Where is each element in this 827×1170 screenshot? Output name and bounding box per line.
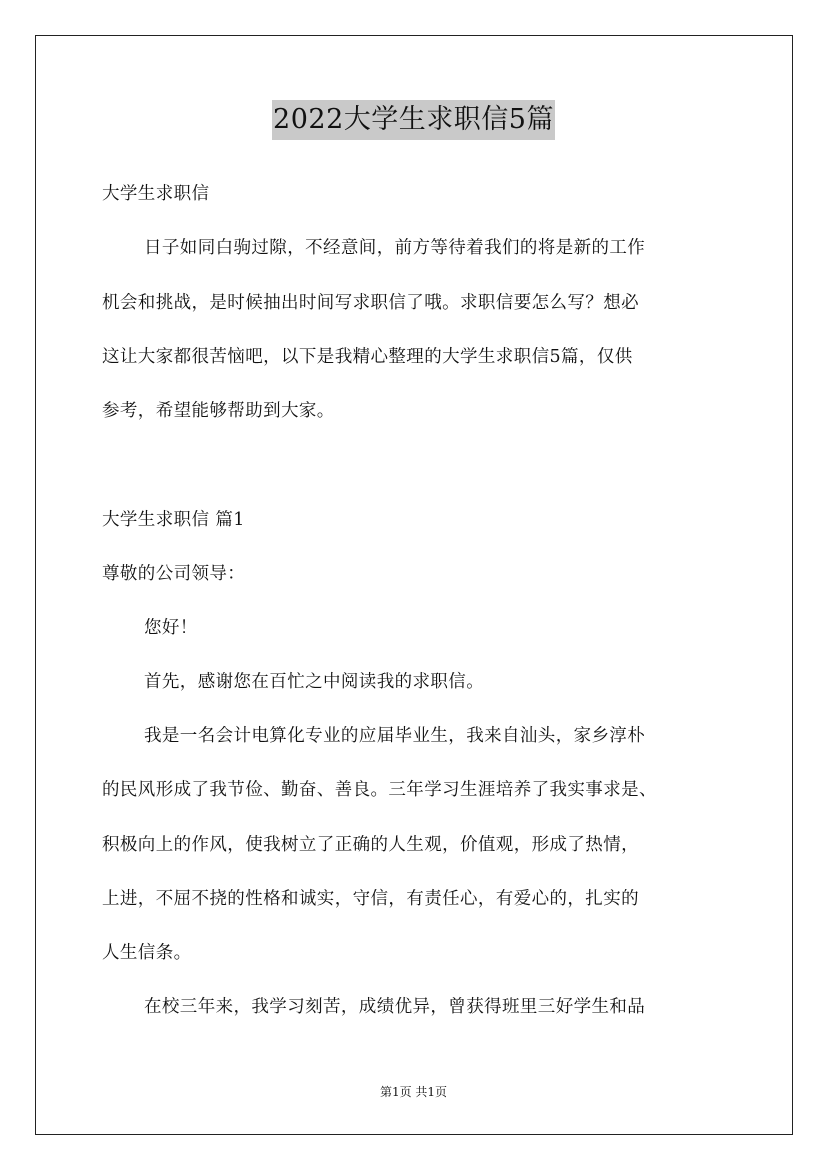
paragraph-1: 首先，感谢您在百忙之中阅读我的求职信。 bbox=[144, 672, 485, 692]
greeting: 您好！ bbox=[144, 618, 198, 638]
section-title: 大学生求职信 篇1 bbox=[102, 510, 245, 530]
paragraph-2-line: 积极向上的作风，使我树立了正确的人生观，价值观，形成了热情， bbox=[102, 835, 639, 855]
paragraph-2-line: 我是一名会计电算化专业的应届毕业生，我来自汕头，家乡淳朴 bbox=[144, 726, 646, 746]
document-title: 2022大学生求职信5篇 bbox=[272, 100, 555, 140]
title-container bbox=[0, 100, 827, 140]
paragraph-2-line: 人生信条。 bbox=[102, 943, 192, 963]
intro-line: 参考，希望能够帮助到大家。 bbox=[102, 401, 335, 421]
document-heading: 大学生求职信 bbox=[102, 184, 210, 204]
salutation: 尊敬的公司领导： bbox=[102, 564, 246, 584]
page-footer: 第1页 共1页 bbox=[379, 1085, 448, 1099]
paragraph-2-line: 上进，不屈不挠的性格和诚实，守信，有责任心，有爱心的，扎实的 bbox=[102, 889, 639, 909]
paragraph-3-line: 在校三年来，我学习刻苦，成绩优异，曾获得班里三好学生和品 bbox=[144, 997, 646, 1017]
intro-line: 机会和挑战，是时候抽出时间写求职信了哦。求职信要怎么写？想必 bbox=[102, 293, 639, 313]
paragraph-2-line: 的民风形成了我节俭、勤奋、善良。三年学习生涯培养了我实事求是、 bbox=[102, 780, 657, 800]
intro-line: 这让大家都很苦恼吧，以下是我精心整理的大学生求职信5篇，仅供 bbox=[102, 347, 633, 367]
intro-line: 日子如同白驹过隙，不经意间，前方等待着我们的将是新的工作 bbox=[144, 238, 646, 258]
